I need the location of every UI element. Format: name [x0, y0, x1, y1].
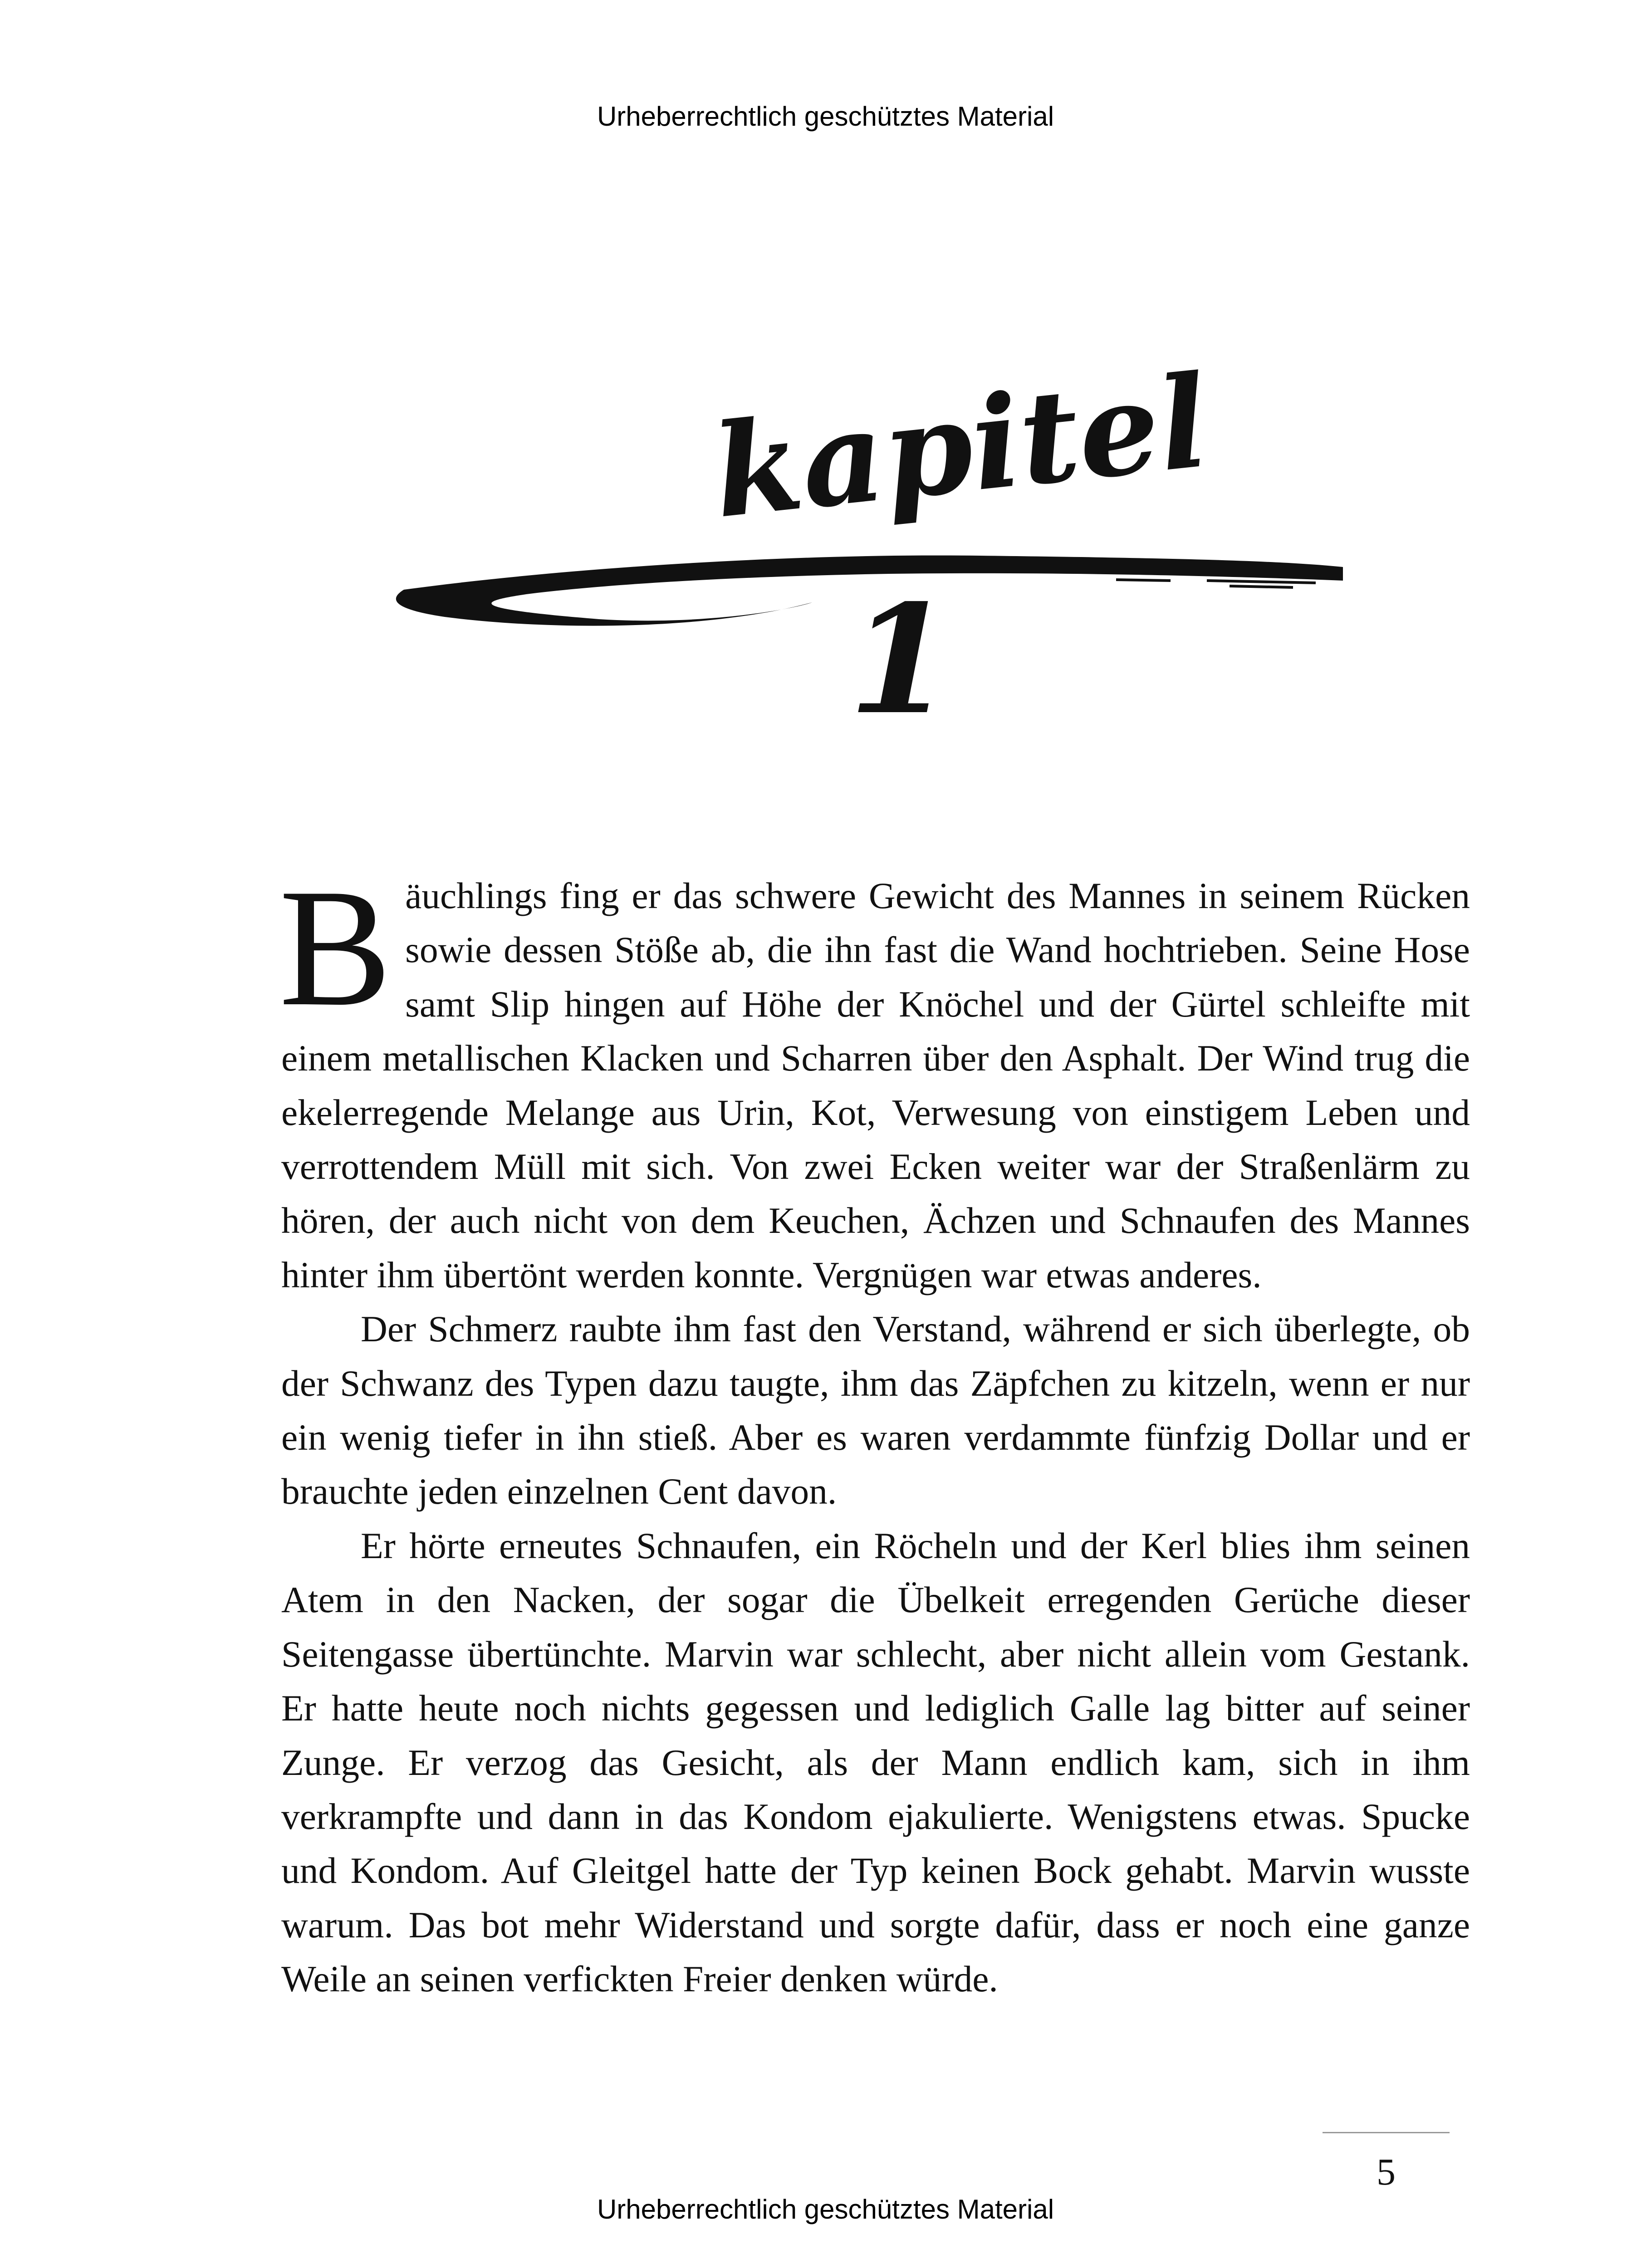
chapter-label: kapitel [706, 354, 1215, 547]
chapter-heading [390, 354, 1361, 753]
paragraph-1-text: äuchlings fing er das schwere Gewicht des Mannes in seinem Rücken sowie dessen Stöße ab, die ihn fast die Wand hochtrieben. Seine Hose samt Slip hingen auf Höhe der Knöchel und der Gürtel schleifte mit einem metallischen Klacken und Scharren über den Asphalt. Der Wind trug die ekelerregende Melange aus Urin, Kot, Verwesung von einstigem Leben und verrottendem Müll mit sich. Von zwei Ecken weiter war der Straßenlärm zu hören, der auch nicht von dem Keuchen, Ächzen und Schnaufen des Mannes hinter ihm übertönt werden konnte. Vergnügen war etwas anderes. [281, 875, 1470, 1295]
paragraph-3: Er hörte erneutes Schnaufen, ein Röcheln und der Kerl blies ihm seinen Atem in den Nacken, der sogar die Übelkeit erregenden Gerüche dieser Seitengasse übertünchte. Marvin war schlecht, aber nicht allein vom Gestank. Er hatte heute noch nichts gegessen und lediglich Galle lag bitter auf seiner Zunge. Er verzog das Gesicht, als der Mann endlich kam, sich in ihm verkrampfte und dann in das Kondom ejakulierte. Wenigstens etwas. Spucke und Kondom. Auf Gleitgel hatte der Typ keinen Bock gehabt. Marvin wusste warum. Das bot mehr Widerstand und sorgte dafür, dass er noch eine ganze Weile an seinen verfickten Freier denken würde. [281, 1525, 1470, 2000]
copyright-watermark-bottom: Urheberrechtlich geschütztes Material [597, 2194, 1054, 2224]
paragraph-2: Der Schmerz raubte ihm fast den Verstand, während er sich überlegte, ob der Schwanz des Typen dazu taugte, ihm das Zäpfchen zu kitzeln, wenn er nur ein wenig tiefer in ihn stieß. Aber es waren verdammte fünfzig Dollar und er brauchte jeden einzelnen Cent davon. [281, 1308, 1470, 1512]
paragraph-1 [279, 855, 1470, 1302]
brush-bristles [1116, 580, 1316, 587]
drop-cap: B [279, 855, 392, 1041]
page-number: 5 [1377, 2151, 1396, 2193]
chapter-body [279, 855, 1470, 2006]
chapter-heading-graphic [390, 354, 1361, 753]
chapter-number: 1 [848, 572, 953, 748]
page-number-rule [1323, 2132, 1450, 2133]
copyright-watermark-top: Urheberrechtlich geschütztes Material [597, 101, 1054, 132]
